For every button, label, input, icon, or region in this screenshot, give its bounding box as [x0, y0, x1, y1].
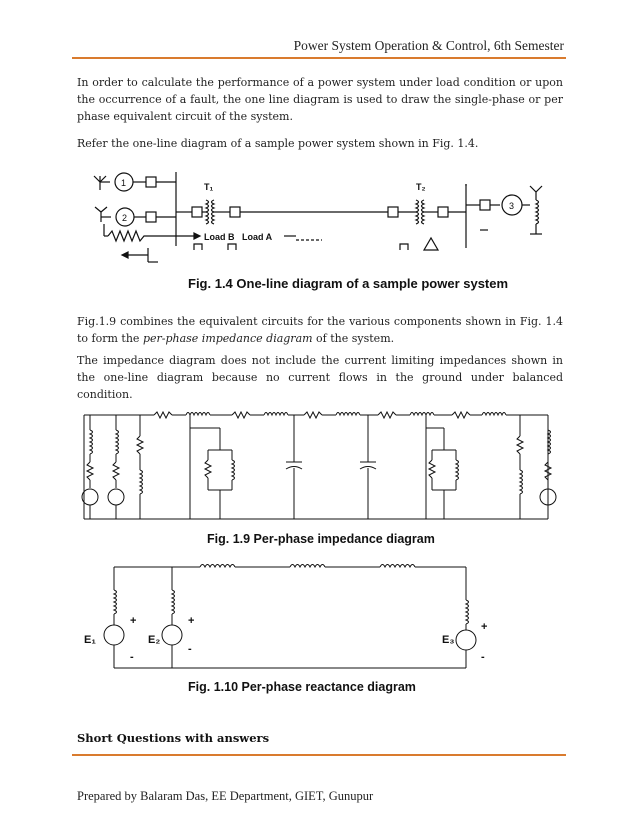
load-b-label: Load B: [204, 232, 235, 242]
gen3-label: 3: [509, 201, 515, 211]
e1-minus-sign: -: [130, 651, 134, 663]
impedance-note-paragraph: The impedance diagram does not include the current limiting impedances shown in the one-line diagram because no current flows in the ground under balanced condition.: [77, 354, 563, 401]
t2-label: T₂: [416, 182, 426, 192]
intro-paragraph: In order to calculate the performance of a power system under load condition or upon the occurrence of a fault, the one line diagram is used to draw the single-phase or per phase equivalent circuit of the system.: [77, 76, 563, 123]
gen2-label: 2: [122, 213, 128, 223]
refer-paragraph: Refer the one-line diagram of a sample power system shown in Fig. 1.4.: [77, 137, 479, 150]
e3-minus-sign: -: [481, 651, 485, 663]
e1-plus-sign: +: [130, 615, 137, 627]
page-header: Power System Operation & Control, 6th Semester: [293, 38, 564, 53]
e2-label: E₂: [148, 634, 161, 646]
e2-minus-sign: -: [188, 643, 192, 655]
section-title: Short Questions with answers: [77, 731, 270, 745]
fig14-caption: Fig. 1.4 One-line diagram of a sample power system: [188, 276, 509, 291]
t1-label: T₁: [204, 182, 214, 192]
gen1-label: 1: [121, 178, 127, 188]
load-a-label: Load A: [242, 232, 273, 242]
fig19-intro-paragraph: Fig.1.9 combines the equivalent circuits for the various components shown in Fig. 1.4 to form the per-phase impedance diagram of the system.: [77, 315, 563, 345]
footer-rule: [72, 754, 566, 756]
header-rule: [72, 57, 566, 59]
page-footer: Prepared by Balaram Das, EE Department, GIET, Gunupur: [77, 789, 374, 803]
e1-label: E₁: [84, 634, 96, 646]
e3-plus-sign: +: [481, 621, 488, 633]
e3-label: E₃: [442, 634, 455, 646]
fig19-caption: Fig. 1.9 Per-phase impedance diagram: [207, 532, 435, 546]
fig110-caption: Fig. 1.10 Per-phase reactance diagram: [188, 680, 416, 694]
e2-plus-sign: +: [188, 615, 195, 627]
